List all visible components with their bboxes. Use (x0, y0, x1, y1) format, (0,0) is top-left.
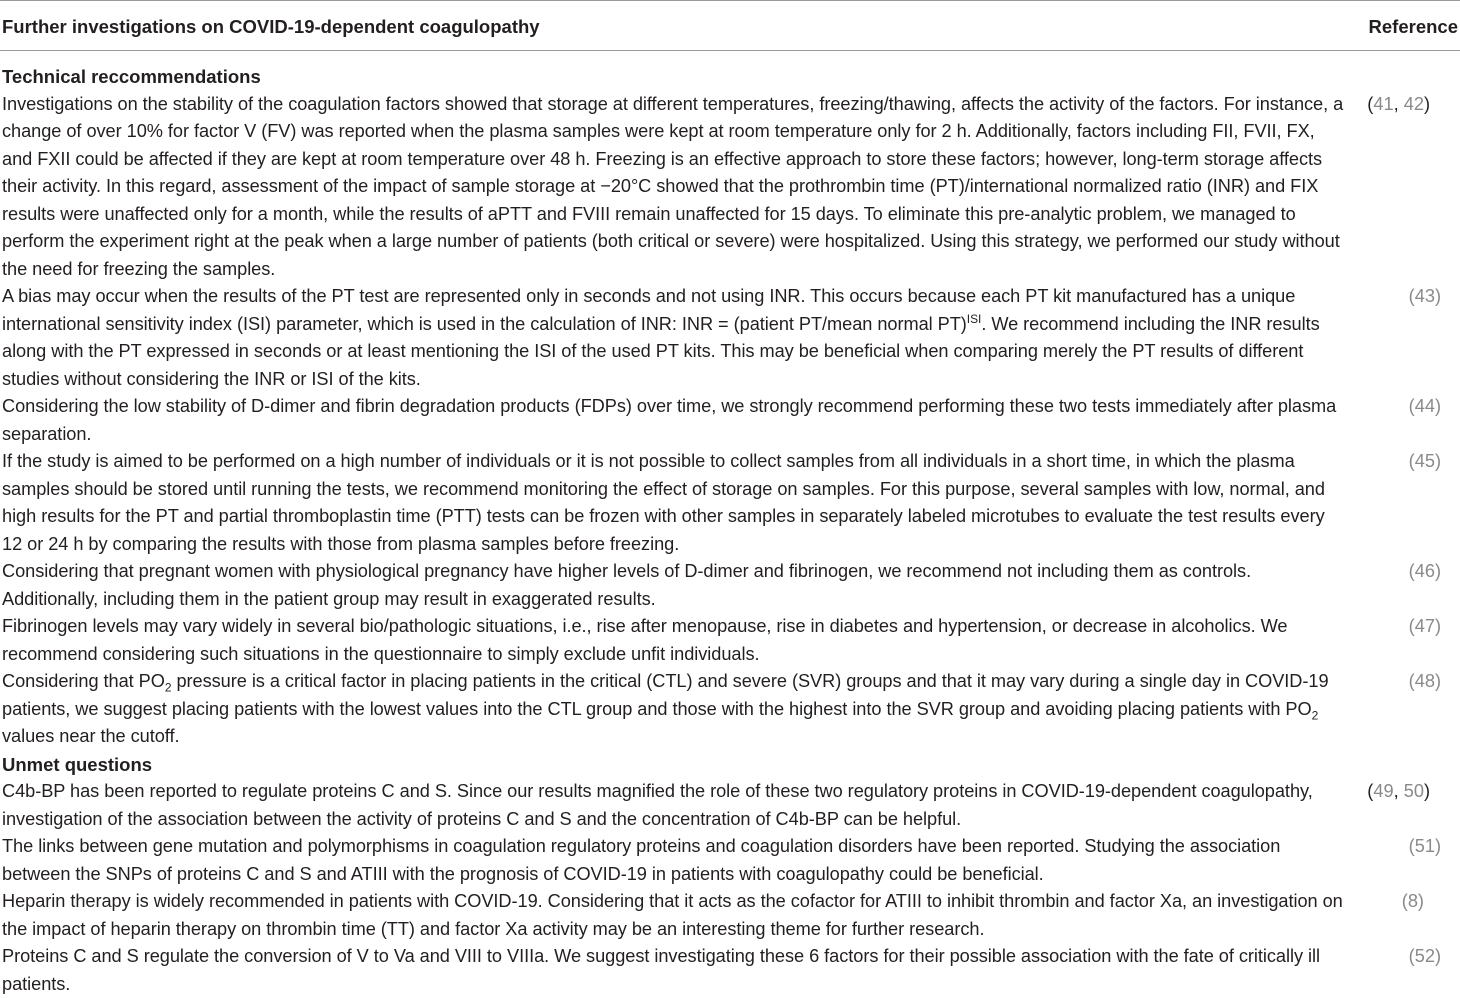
reference-link[interactable]: (45) (1408, 451, 1441, 471)
row-text: The links between gene mutation and polymorphisms in coagulation regulatory proteins and coagulation disorders have been reported. Studying the association between the SNPs of proteins C and S and ATIII with the prognosis of COVID-19 in patients with coagulopathy could be beneficial. (2, 836, 1281, 884)
header-rule (0, 50, 1460, 51)
table-row (0, 393, 1460, 448)
row-text: Considering that $PO_2$ pressure is a critical factor in placing patients in the critical (CTL) and severe (SVR) groups and that it may vary during a single day in COVID-19 patients, we suggest placing patients with the lowest values into the CTL group and those with the highest into the SVR group and avoiding placing patients with $PO_2$ values near the cutoff. (2, 671, 1329, 746)
row-text: Investigations on the stability of the coagulation factors showed that storage at different temperatures, freezing/thawing, affects the activity of the factors. For instance, a change of over 10% for factor V (FV) was reported when the plasma samples were kept at room temperature only for 2 h. Additionally, factors including FII, FVII, FX, and FXII could be affected if they are kept at room temperature over 48 h. Freezing is an effective approach to store these factors; however, long-term storage affects their activity. In this regard, assessment of the impact of sample storage at −20°C showed that the prothrombin time (PT)/international normalized ratio (INR) and FIX results were unaffected only for a month, while the results of aPTT and FVIII remain unaffected for 15 days. To eliminate this pre-analytic problem, we managed to perform the experiment right at the peak when a large number of patients (both critical or severe) were hospitalized. Using this strategy, we performed our study without the need for freezing the samples. (2, 93, 1344, 279)
table-row (0, 448, 1460, 558)
table-row (0, 778, 1460, 833)
row-text: Considering the low stability of D-dimer and fibrin degradation products (FDPs) over time, we strongly recommend performing these two tests immediately after plasma separation. (2, 396, 1337, 444)
table-row (0, 613, 1460, 668)
row-text: Considering that pregnant women with physiological pregnancy have higher levels of D-dimer and fibrinogen, we recommend not including them as controls. Additionally, including them in the patient group may result in exaggerated results. (2, 561, 1252, 609)
reference-link[interactable]: (52) (1408, 946, 1441, 966)
table-body (0, 63, 1460, 998)
reference-link[interactable]: 49 (1373, 781, 1394, 801)
row-text: C4b-BP has been reported to regulate proteins C and S. Since our results magnified the role of these two regulatory proteins in COVID-19-dependent coagulopathy, investigation of the association between the activity of proteins C and S and the concentration of C4b-BP can be helpful. (2, 781, 1313, 829)
reference-link[interactable]: (44) (1408, 396, 1441, 416)
table-row (0, 888, 1460, 943)
reference-link[interactable]: 50 (1403, 781, 1424, 801)
header-title: Further investigations on COVID-19-dependent coagulopathy (2, 16, 540, 37)
row-text: Fibrinogen levels may vary widely in several bio/pathologic situations, i.e., rise after menopause, rise in diabetes and hypertension, or decrease in alcoholics. We recommend considering such situations in the questionnaire to simply exclude unfit individuals. (2, 616, 1288, 664)
reference-link[interactable]: (47) (1408, 616, 1441, 636)
table-row (0, 558, 1460, 613)
reference-link[interactable]: (51) (1408, 836, 1441, 856)
table-row (0, 91, 1460, 284)
row-reference: (41, 42) (1367, 93, 1430, 114)
row-text: Heparin therapy is widely recommended in patients with COVID-19. Considering that it acts as the cofactor for ATIII to inhibit thrombin and factor Xa, an investigation on the impact of heparin therapy on thrombin time (TT) and factor Xa activity may be an interesting theme for further research. (2, 891, 1343, 939)
table-row (0, 668, 1460, 751)
section-title-unmet: Unmet questions (2, 753, 153, 775)
top-rule (0, 0, 1460, 1)
row-reference: (49, 50) (1367, 781, 1430, 801)
reference-link[interactable]: (48) (1408, 671, 1441, 691)
reference-link[interactable]: (43) (1408, 286, 1441, 306)
row-text: Proteins C and S regulate the conversion of V to Va and VIII to VIIIa. We suggest investigating these 6 factors for their possible association with the fate of critically ill patients. (2, 946, 1321, 994)
reference-link[interactable]: (8) (1401, 891, 1424, 911)
reference-link[interactable]: 41 (1373, 93, 1394, 114)
section-title-technical: Technical reccommendations (2, 66, 261, 87)
table-header (0, 13, 1460, 41)
reference-link[interactable]: 42 (1403, 93, 1424, 114)
row-text: If the study is aimed to be performed on a high number of individuals or it is not possible to collect samples from all individuals in a short time, in which the plasma samples should be stored until running the tests, we recommend monitoring the effect of storage on samples. For this purpose, several samples with low, normal, and high results for the PT and partial thromboplastin time (PTT) tests can be frozen with other samples in separately labeled microtubes to evaluate the test results every 12 or 24 h by comparing the results with those from plasma samples before freezing. (2, 451, 1325, 554)
reference-link[interactable]: (46) (1408, 561, 1441, 581)
row-text: A bias may occur when the results of the PT test are represented only in seconds and not using INR. This occurs because each PT kit manufactured has a unique international sensitivity index (ISI) parameter, which is used in the calculation of INR: INR = (patient PT/mean normal PT)$^{ISI}$. We recommend including the INR results along with the PT expressed in seconds or at least mentioning the ISI of the used PT kits. This may be beneficial when comparing merely the PT results of different studies without considering the INR or ISI of the kits. (2, 286, 1320, 389)
table-row (0, 943, 1460, 998)
table-row (0, 833, 1460, 888)
table-row (0, 283, 1460, 393)
header-reference: Reference (1368, 16, 1458, 37)
